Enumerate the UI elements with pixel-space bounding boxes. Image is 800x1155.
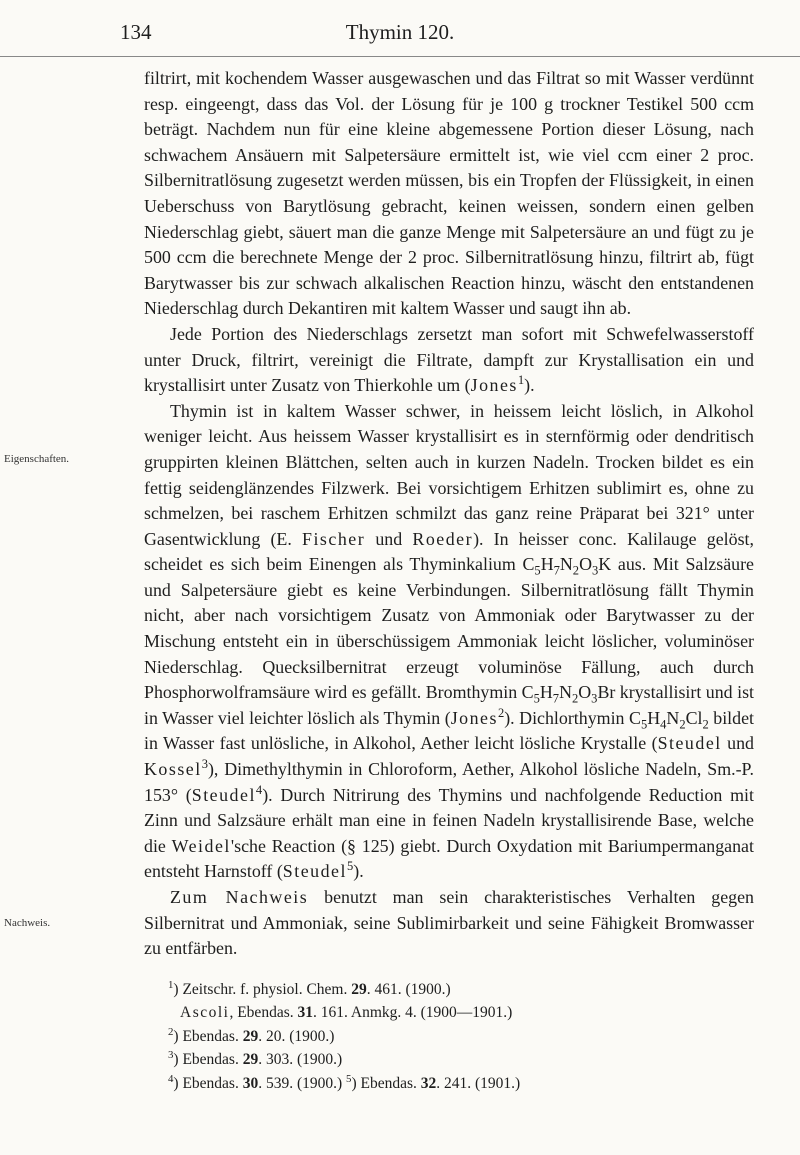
paragraph-preparation: filtrirt, mit kochendem Wasser ausgewaschen und das Filtrat so mit Wasser verdünnt resp. eingeengt, dass das Vol. der Lösung für je 100 g trockner Testikel 500 ccm beträgt. Nachdem nun für eine kleine abgemessene Portion dieser Lösung, nach schwachem Ansäuern mit Salpetersäure ermittelt ist, wie viel ccm einer 2 proc. Silbernitratlösung zugesetzt werden müssen, bis ein Tropfen der Flüssigkeit, in einen Ueberschuss von Barytlösung gebracht, keinen weissen, sondern einen gelben Niederschlag giebt, säuert man die ganze Menge mit Salpetersäure an und fügt zu je 500 ccm die berechnete Menge der 2 proc. Silbernitratlösung hinzu, filtrirt ab, fügt Barytwasser bis zur schwach alkalischen Reaction hinzu, wäscht den entstandenen Niederschlag durch Dekantiren mit kaltem Wasser und saugt ihn ab. bbox=[144, 68, 754, 319]
section-keyword: Zum Nachweis bbox=[170, 887, 309, 907]
paragraph-purification: Jede Portion des Niederschlags zersetzt man sofort mit Schwefelwasserstoff unter Druck, filtrirt, vereinigt die Filtrate, dampft zur Krystallisation ein und krystallisirt unter Zusatz von Thierkohle um (Jones$^1$). bbox=[144, 323, 754, 396]
page-header bbox=[0, 20, 800, 57]
footnote-1b: Ascoli, Ebendas. 31. 161. Anmkg. 4. (1900—1901.) bbox=[180, 1004, 513, 1022]
author-name: Jones bbox=[470, 375, 518, 396]
page-number: 134 bbox=[120, 20, 152, 44]
author-name: Jones bbox=[450, 707, 498, 728]
paragraph-nachweis: Zum Nachweis benutzt man sein charakteristisches Verhalten gegen Silbernitrat und Ammoniak, seine Sublimirbarkeit und seine Fähigkeit Bromwasser zu entfärben. bbox=[144, 887, 754, 959]
margin-note-eigenschaften: Eigenschaften. bbox=[4, 453, 70, 465]
author-name: Fischer bbox=[302, 528, 366, 549]
footnote-ref: 3 bbox=[201, 757, 208, 772]
footnote-2: $^2$) Ebendas. 29. 20. (1900.) bbox=[168, 1025, 335, 1045]
footnote-3: $^3$) Ebendas. 29. 303. (1900.) bbox=[168, 1049, 343, 1069]
author-name: Weidel bbox=[171, 835, 231, 856]
author-name: Kossel bbox=[144, 759, 202, 780]
running-title: Thymin 120. bbox=[345, 20, 455, 44]
author-name: Steudel bbox=[657, 733, 722, 754]
body-text bbox=[144, 66, 754, 962]
paragraph-properties: Thymin ist in kaltem Wasser schwer, in heissem leicht löslich, in Alkohol weniger leicht. Aus heissem Wasser krystallisirt es in sternförmig oder dendritisch gruppirten kleinen Blättchen, selten auch in kurzen Nadeln. Trocken bildet es ein fettig seidenglänzendes Filzwerk. Bei vorsichtigem Erhitzen sublimirt es, ohne zu schmelzen, bei raschem Erhitzen schmilzt das ganz reine Präparat bei 321° unter Gasentwicklung (E. Fischer und Roeder). In heisser conc. Kalilauge gelöst, scheidet es sich beim Einengen als Thyminkalium $C_5H_7N_2O_3K$ aus. Mit Salzsäure und Salpetersäure giebt es keine Verbindungen. Silbernitratlösung fällt Thymin nicht, aber nach vorsichtigem Zusatz von Ammoniak oder Barytwasser zu der Mischung entsteht ein in überschüssigem Ammoniak leicht löslicher, voluminöser Niederschlag. Quecksilbernitrat erzeugt voluminöse Fällung, auch durch Phosphorwolframsäure wird es gefällt. Bromthymin $C_5H_7N_2O_3Br$ krystallisirt und ist in Wasser viel leichter löslich als Thymin (Jones$^2$). Dichlorthymin $C_5H_4N_2Cl_2$ bildet in Wasser fast unlösliche, in Alkohol, Aether leicht lösliche Krystalle (Steudel und Kossel$^3$), Dimethylthymin in Chloroform, Aether, Alkohol lösliche Nadeln, Sm.-P. 153° (Steudel$^4$). Durch Nitrirung des Thymins und nachfolgende Reduction mit Zinn und Salzsäure erhält man eine in feinen Nadeln krystallisirende Base, welche die Weidel'sche Reaction (§ 125) giebt. Durch Oxydation mit Bariumpermanganat entsteht Harnstoff (Steudel$^5$). bbox=[144, 400, 755, 882]
footnote-ref: 4 bbox=[255, 782, 263, 797]
author-name: Steudel bbox=[282, 861, 347, 882]
footnote-ref: 5 bbox=[346, 859, 354, 874]
footnote-4-5: $^4$) Ebendas. 30. 539. (1900.) $^5$) Ebendas. 32. 241. (1901.) bbox=[168, 1072, 521, 1092]
margin-note-nachweis: Nachweis. bbox=[4, 917, 51, 929]
footnote-ref: 2 bbox=[497, 705, 505, 720]
footnote-ref: 1 bbox=[517, 373, 525, 388]
footnotes bbox=[168, 978, 758, 1095]
author-name: Roeder bbox=[412, 528, 474, 549]
author-name: Steudel bbox=[191, 784, 256, 805]
footnote-1: $^1$) Zeitschr. f. physiol. Chem. 29. 461. (1900.) bbox=[168, 978, 451, 998]
